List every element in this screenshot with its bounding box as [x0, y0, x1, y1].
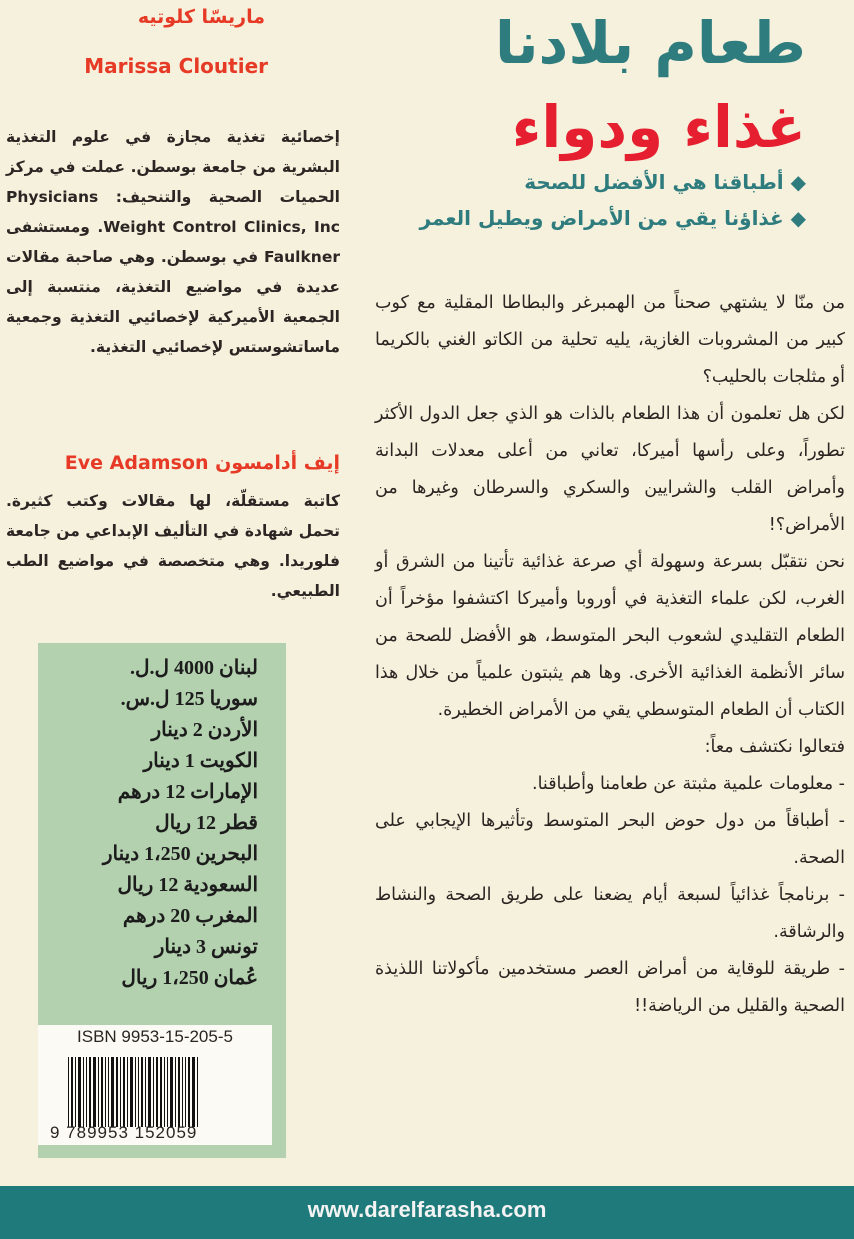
barcode-bar [86, 1057, 87, 1127]
author1-bio-text: إخصائية تغذية مجازة في علوم التغذية البشرية من جامعة بوسطن. عملت في مركز الحميات الصحية والتنحيف: Physicians Weight Control Clinics, Inc. ومستشفى Faulkner في بوسطن. وهي صاحبة مقالات عديدة في مواضيع التغذية، منتسبة إلى الجمعية الأميركية لإخصائيي التغذية وجمعية ماساتشوستس لإخصائيي التغذية. [6, 128, 340, 356]
barcode-bar [170, 1057, 173, 1127]
barcode-bar [105, 1057, 106, 1127]
barcode-bar [141, 1057, 143, 1127]
barcode-bar [164, 1057, 165, 1127]
author1-bio [6, 122, 340, 362]
blurb-paragraph: لكن هل تعلمون أن هذا الطعام بالذات هو الذي جعل الدول الأكثر تطوراً، وعلى رأسها أميركا، تعاني من أعلى معدلات البدانة وأمراض القلب والشرايين والسكري والسرطان وغيرها من الأمراض؟! [375, 404, 845, 535]
barcode-bars [68, 1057, 243, 1127]
barcode-bar [111, 1057, 114, 1127]
price-item: السعودية 12 ريال [117, 874, 258, 896]
barcode-bar [160, 1057, 162, 1127]
barcode-bar [93, 1057, 96, 1127]
blurb-list-item: - معلومات علمية مثبتة عن طعامنا وأطباقنا. [532, 774, 845, 794]
price-item: البحرين 1،250 دينار [102, 843, 258, 865]
isbn-barcode [38, 1025, 272, 1145]
barcode-number: 9 789953 152059 [50, 1123, 198, 1142]
barcode-bar [68, 1057, 69, 1127]
price-item: سوريا 125 ل.س. [120, 688, 258, 710]
price-item: لبنان 4000 ل.ل. [129, 657, 258, 679]
footer-band [0, 1186, 854, 1239]
book-title: طعام بلادنا [495, 9, 806, 77]
price-item: المغرب 20 درهم [122, 905, 258, 927]
barcode-bar [89, 1057, 91, 1127]
tagline-bullet: ◆ أطباقنا هي الأفضل للصحة [524, 170, 806, 194]
blurb-paragraph: من منّا لا يشتهي صحناً من الهمبرغر والبطاطا المقلية مع كوب كبير من المشروبات الغازية، يليه تحلية من الكاتو الغني بالكريما أو مثلجات بالحليب؟ [375, 293, 845, 387]
publisher-website: www.darelfarasha.com [307, 1197, 547, 1222]
barcode-bar [108, 1057, 109, 1127]
price-item: عُمان 1،250 ريال [121, 967, 258, 989]
blurb-list-item: - أطباقاً من دول حوض البحر المتوسط وتأثيرها الإيجابي على الصحة. [375, 811, 845, 868]
barcode-bar [98, 1057, 99, 1127]
blurb [375, 285, 845, 1025]
barcode-bar [188, 1057, 190, 1127]
barcode-bar [130, 1057, 133, 1127]
barcode-bar [127, 1057, 128, 1127]
barcode-bar [145, 1057, 146, 1127]
barcode-bar [148, 1057, 151, 1127]
barcode-bar [175, 1057, 176, 1127]
barcode-bar [120, 1057, 121, 1127]
tagline-bullet: ◆ غذاؤنا يقي من الأمراض ويطيل العمر [419, 206, 806, 230]
price-item: تونس 3 دينار [154, 936, 258, 958]
barcode-bar [182, 1057, 183, 1127]
barcode-bar [78, 1057, 81, 1127]
author1-arabic-name: ماريسّا كلوتيه [137, 6, 265, 28]
barcode-bar [167, 1057, 168, 1127]
blurb-paragraph: نحن نتقبّل بسرعة وسهولة أي صرعة غذائية تأتينا من الشرق أو الغرب، لكن علماء التغذية في أوروبا وأميركا اكتشفوا مؤخراً أن الطعام التقليدي لشعوب البحر المتوسط، هو الأفضل للصحة من سائر الأنظمة الغذائية الأخرى. وها هم يثبتون علمياً من خلال هذا الكتاب أن الطعام المتوسطي يقي من الأمراض الخطيرة. [375, 552, 845, 720]
barcode-bar [83, 1057, 84, 1127]
barcode-bar [153, 1057, 154, 1127]
barcode-bar [116, 1057, 118, 1127]
blurb-list-item: - طريقة للوقاية من أمراض العصر مستخدمين مأكولاتنا اللذيذة الصحية والقليل من الرياضة!! [375, 959, 845, 1016]
barcode-bar [71, 1057, 73, 1127]
price-item: الأردن 2 دينار [151, 719, 258, 741]
author2-bio [6, 486, 340, 606]
price-item: قطر 12 ريال [155, 812, 258, 834]
blurb-list-item: - برنامجاً غذائياً لسبعة أيام يضعنا على طريق الصحة والنشاط والرشاقة. [375, 885, 845, 942]
blurb-paragraph: فتعالوا نكتشف معاً: [704, 737, 845, 757]
author2-name: إيف أدامسون Eve Adamson [64, 452, 340, 474]
price-item: الكويت 1 دينار [143, 750, 258, 772]
barcode-bar [101, 1057, 103, 1127]
barcode-bar [123, 1057, 125, 1127]
isbn-label: ISBN 9953-15-205-5 [77, 1027, 233, 1046]
barcode-bar [197, 1057, 198, 1127]
barcode-bar [138, 1057, 139, 1127]
book-subtitle: غذاء ودواء [511, 93, 806, 161]
author1-english-name: Marissa Cloutier [84, 54, 268, 78]
barcode-bar [75, 1057, 76, 1127]
barcode-bar [135, 1057, 136, 1127]
barcode-bar [178, 1057, 180, 1127]
barcode-bar [156, 1057, 158, 1127]
barcode-bar [185, 1057, 186, 1127]
author2-bio-text: كاتبة مستقلّة، لها مقالات وكتب كثيرة. تحمل شهادة في التأليف الإبداعي من جامعة فلوريدا. وهي متخصصة في مواضيع الطب الطبيعي. [6, 492, 340, 600]
price-item: الإمارات 12 درهم [117, 781, 258, 803]
barcode-bar [192, 1057, 195, 1127]
